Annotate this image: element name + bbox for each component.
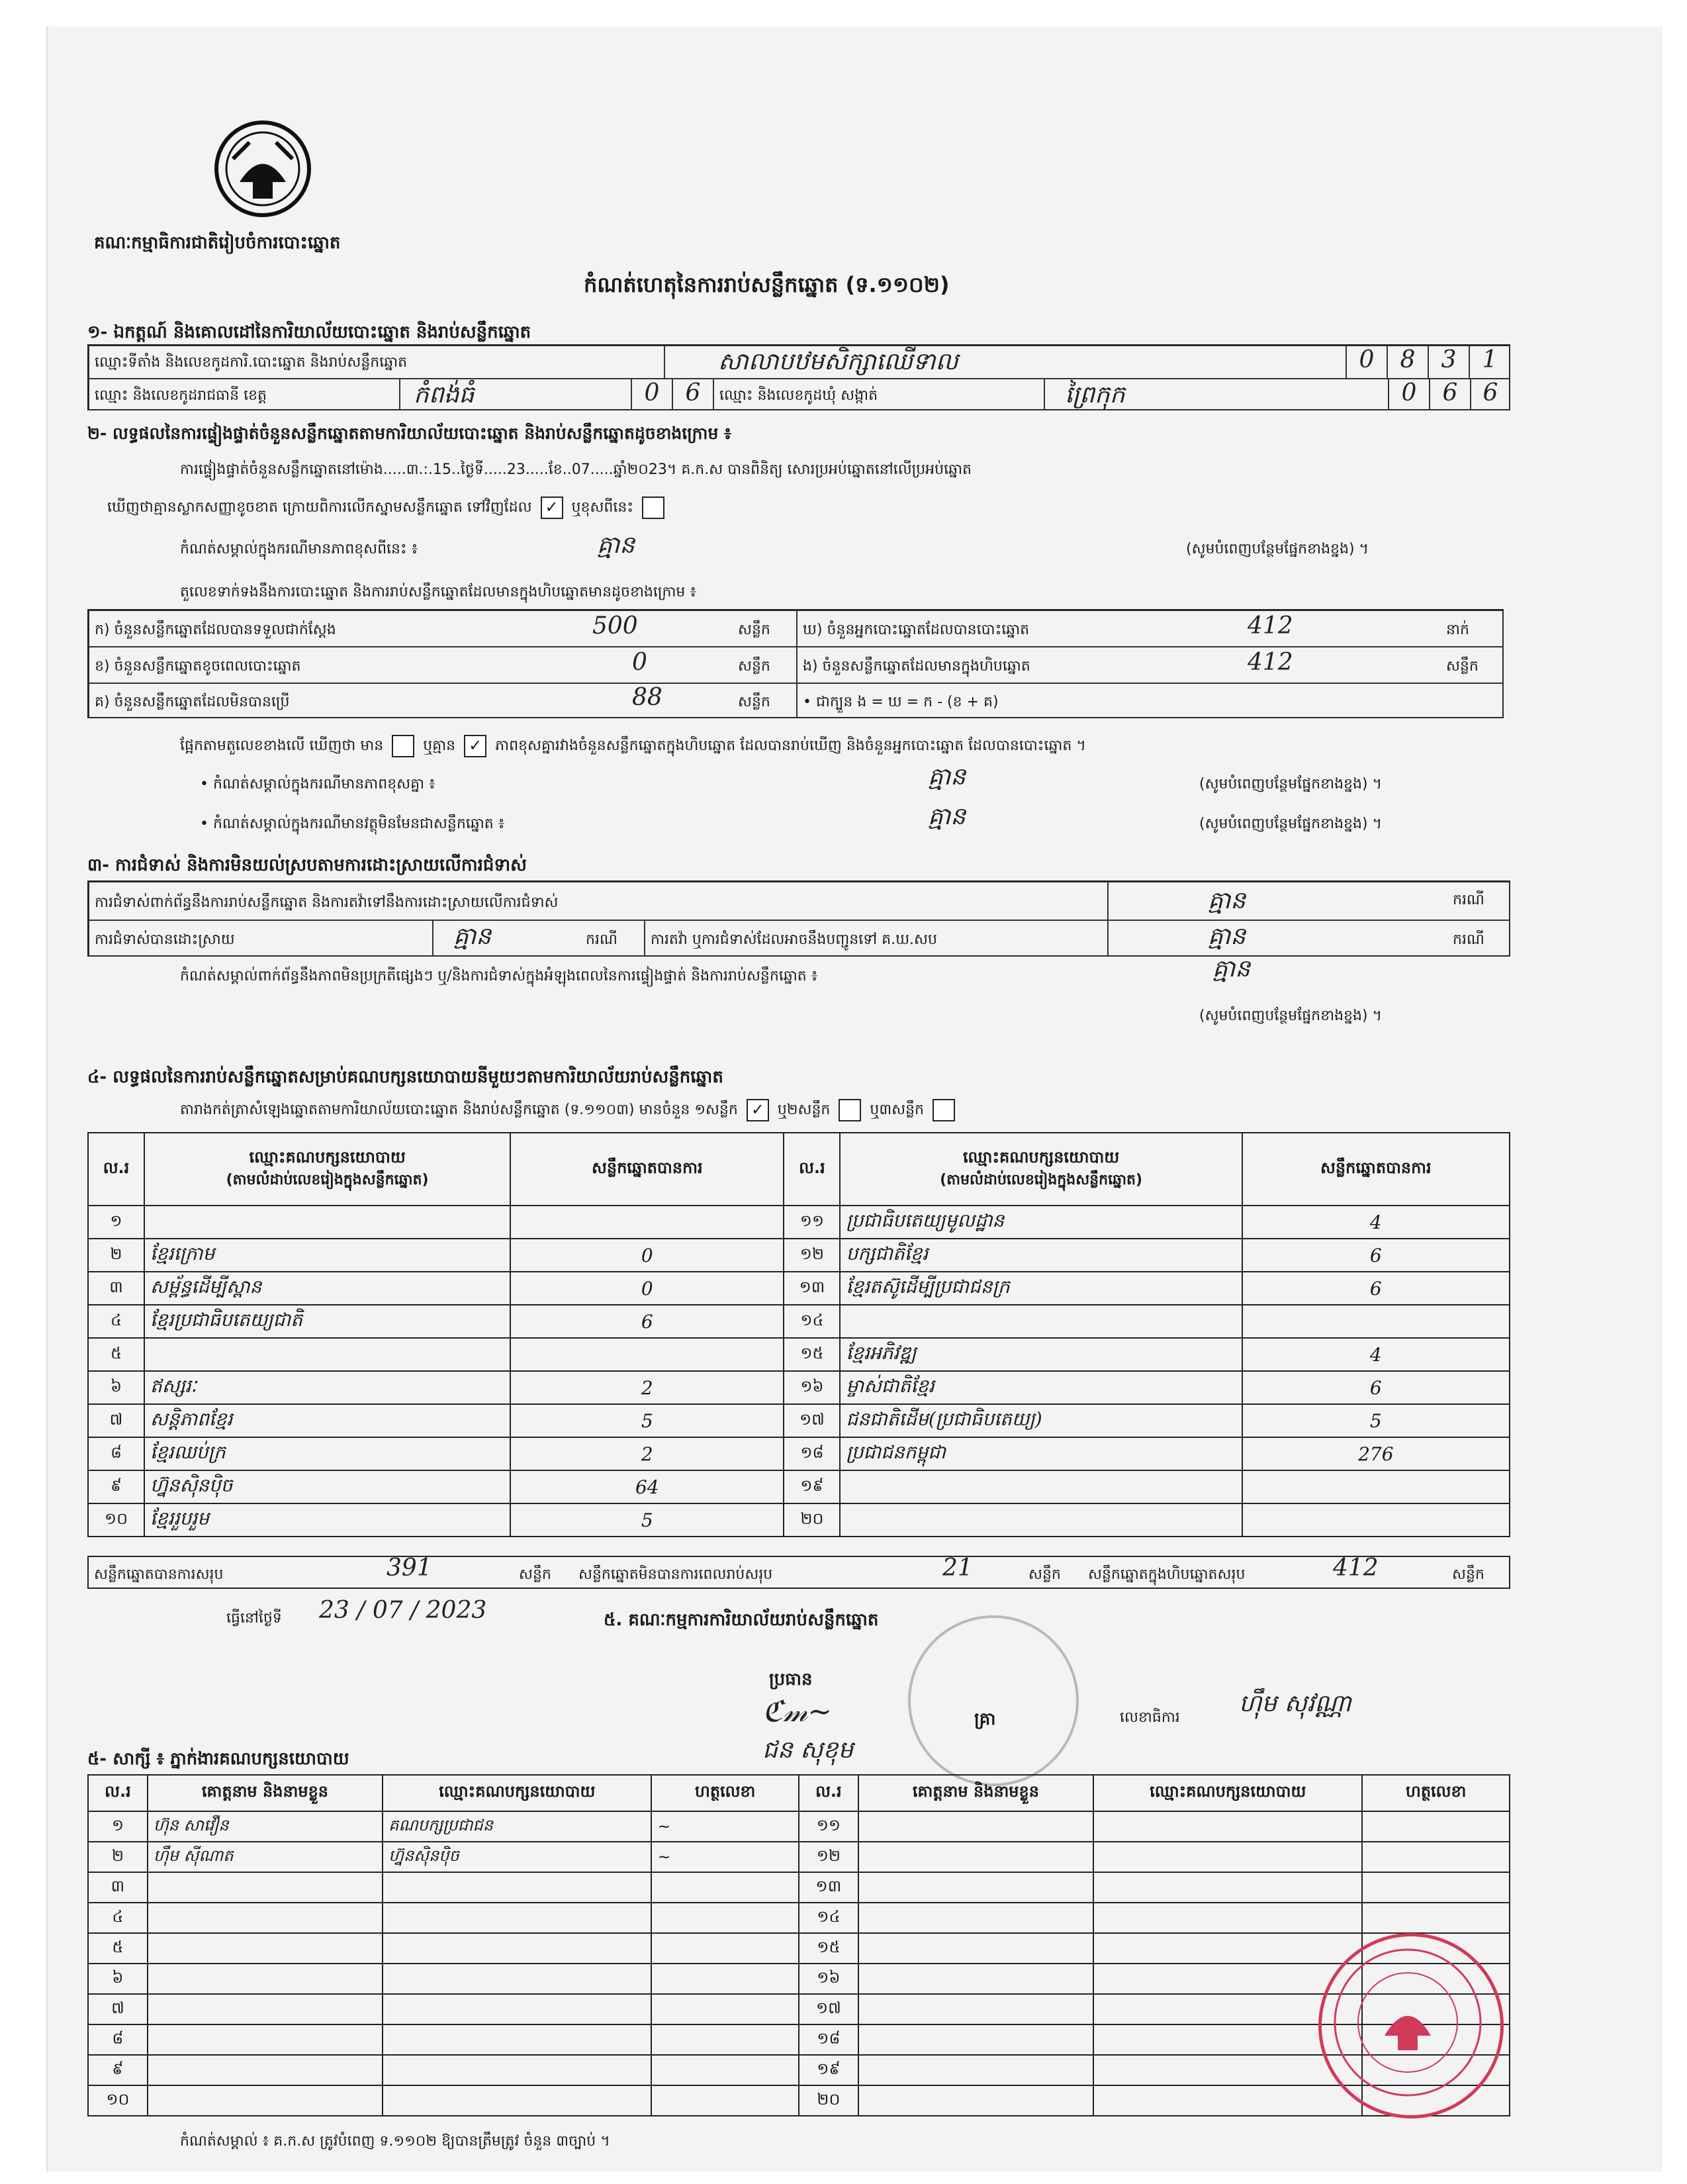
secretary-label: លេខាធិការ [1120,1709,1180,1726]
witness-name [148,2055,383,2085]
table-row [88,2085,1510,2116]
count-unit: សន្លឹក [738,658,770,675]
row-no: ១៥ [799,1933,858,1964]
witness-name [858,1842,1093,1872]
count-value-c: 88 [632,684,662,711]
party-votes [1242,1305,1510,1338]
checkbox-2-sheets[interactable] [839,1099,861,1121]
col-name: គោត្តនាម និងនាមខ្លួន [858,1775,1093,1811]
party-name: ម្ចាស់ជាតិខ្មែរ [840,1371,1242,1404]
section4-intro [180,1099,959,1121]
stamp-graphic [1322,1936,1494,2109]
party-votes: 6 [1242,1272,1510,1305]
site-code-digit: 1 [1482,346,1498,373]
section3-note-label: កំណត់សម្គាល់ពាក់ព័ន្ធនឹងភាពមិនប្រក្រតីផ្សេងៗ ឬ/និងការជំទាស់ក្នុងអំឡុងពេលនៃការផ្ទៀងផ្ទាត់ និងការរាប់សន្លឹកឆ្នោត ៖ [180,968,818,984]
row-no: ១២ [799,1842,858,1872]
row-no: ២ [88,1842,148,1872]
count-label-c: គ) ចំនួនសន្លឹកឆ្នោតដែលមិនបានប្រើ [95,694,290,710]
verification-para: ការផ្ទៀងផ្ទាត់ចំនួនសន្លឹកឆ្នោតនៅម៉ោង.....៣.:.15..ថ្ងៃទី.....23.....ខែ..07.....ឆ្នាំ២០23។ គ.ក.ស បានពិនិត្យ សោរប្រអប់ឆ្នោតនៅលើប្រអប់ឆ្នោត [180,461,972,478]
party-votes: 0 [510,1272,784,1305]
witness-name [858,1903,1093,1933]
fill-hint: (សូមបំពេញបន្ថែមផ្នែកខាងខ្នង) ។ [1186,541,1369,557]
witness-party [383,1872,651,1903]
witness-party [1093,1842,1362,1872]
witness-signature [651,1872,799,1903]
intro-opt2: ឬ២សន្លឹក [777,1102,831,1118]
row-no: ៨ [88,2024,148,2055]
count-unit: សន្លឹក [738,694,770,710]
witness-name [858,2024,1093,2055]
count-value-a: 500 [592,612,638,640]
party-votes [510,1206,784,1239]
col-party-subtitle: (តាមលំដាប់លេខរៀងក្នុងសន្លឹកឆ្នោត) [226,1171,429,1188]
witness-name [148,1903,383,1933]
total-valid-value: 391 [387,1554,432,1582]
party-name: ជនជាតិដើម(ប្រជាធិបតេយ្យ) [840,1404,1242,1437]
table-row [88,1371,1510,1404]
witness-party [1093,1811,1362,1842]
forwarded-value: គ្មាន [1208,923,1246,950]
col-votes: សន្លឹកឆ្នោតបានការ [1242,1133,1510,1206]
total-invalid-label: សន្លឹកឆ្នោតមិនបានការពេលរាប់សរុប [578,1566,773,1583]
site-label: ឈ្មោះទីតាំង និងលេខកូដការិ.បោះឆ្នោត និងរាប់សន្លឹកឆ្នោត [95,354,408,371]
row-no: ២០ [784,1503,840,1537]
party-votes: 5 [1242,1404,1510,1437]
note2-label: • កំណត់សម្គាល់ក្នុងករណីមានភាពខុសគ្នា ៖ [200,776,435,792]
witness-party [383,1964,651,1994]
witness-name: ហ៊ឹម ស៊ីណាត [148,1842,383,1872]
note1-label: កំណត់សម្គាល់ក្នុងករណីមានភាពខុសពីនេះ ៖ [180,541,418,557]
row-no: ១៤ [799,1903,858,1933]
row-no: ១៨ [799,2024,858,2055]
table-row [88,1437,1510,1470]
witness-name: ហ៊ុន សាវឿន [148,1811,383,1842]
party-votes: 0 [510,1239,784,1272]
party-votes: 4 [1242,1206,1510,1239]
witness-party [383,1933,651,1964]
committee-name: គណៈកម្មាធិការជាតិរៀបចំការបោះឆ្នោត [94,233,341,253]
party-votes: 5 [510,1404,784,1437]
party-name: ខ្មែរតស៊ូដើម្បីប្រជាជនក្រ [840,1272,1242,1305]
party-votes: 4 [1242,1338,1510,1371]
table-row [88,2024,1510,2055]
witness-name [148,2024,383,2055]
row-no: ១១ [784,1206,840,1239]
witness-name [148,1994,383,2024]
party-votes: 5 [510,1503,784,1537]
row-no: ១១ [799,1811,858,1842]
party-votes-table [87,1132,1510,1537]
row-no: ១ [88,1206,144,1239]
witness-name [148,1933,383,1964]
col-sign: ហត្ថលេខា [1362,1775,1510,1811]
count-value-e: 412 [1248,649,1293,676]
row-no: ៧ [88,1404,144,1437]
witness-signature [1362,1872,1510,1903]
witness-party [383,2024,651,2055]
chair-label: ប្រធាន [769,1670,813,1689]
count-label-a: ក) ចំនួនសន្លឹកឆ្នោតដែលបានទទួលជាក់ស្ដែង [95,622,336,638]
checkbox-other-label: ឬខុសពីនេះ [571,499,634,516]
witness-signature: ~ [651,1842,799,1872]
witness-party: ហ្វ៊ុនស៊ិនប៉ិច [383,1842,651,1872]
fill-hint: (សូមបំពេញបន្ថែមផ្នែកខាងខ្នង) ។ [1199,1008,1383,1024]
witness-party [383,1994,651,2024]
note3-label: • កំណត់សម្គាល់ក្នុងករណីមានវត្ថុមិនមែនជាសន្លឹកឆ្នោត ៖ [200,816,505,832]
document-page [46,26,1663,2171]
member-label: គ្រា [974,1709,996,1729]
party-votes [1242,1470,1510,1503]
province-value: កំពង់ធំ [414,381,475,408]
table-row [88,1933,1510,1964]
province-label: ឈ្មោះ និងលេខកូដរាជធានី ខេត្ត [95,387,267,404]
note3-value: គ្មាន [928,803,966,830]
table-row [88,1239,1510,1272]
table-row [88,1903,1510,1933]
row-no: ១២ [784,1239,840,1272]
witness-name [858,2055,1093,2085]
commune-code-digit: 6 [1482,379,1498,406]
row-no: ២ [88,1239,144,1272]
compare-text: ផ្អែកតាមតួលេខខាងលើ ឃើញថា មាន [180,737,384,754]
party-name: បក្សជាតិខ្មែរ [840,1239,1242,1272]
row-no: ៥ [88,1338,144,1371]
chair-name: ជន សុខុម [762,1736,854,1764]
party-name [840,1503,1242,1537]
table-row [88,1503,1510,1537]
counts-table [87,609,1504,718]
row-no: ១៩ [799,2055,858,2085]
row-no: ៩ [88,2055,148,2085]
section3-heading: ៣- ការជំទាស់ និងការមិនយល់ស្របតាមការដោះស្រាយលើការជំទាស់ [87,855,527,875]
witness-party [383,2055,651,2085]
section1-box [87,344,1510,410]
emblem-logo [213,119,312,218]
row-no: ៧ [88,1994,148,2024]
witness-party [1093,1872,1362,1903]
total-box-value: 412 [1333,1554,1379,1582]
row-no: ៤ [88,1305,144,1338]
row-no: ១៧ [799,1994,858,2024]
party-name [144,1206,510,1239]
row-no: ១៧ [784,1404,840,1437]
witness-signature [651,1903,799,1933]
count-value-b: 0 [632,649,647,676]
table-row [88,1305,1510,1338]
witness-name [148,1872,383,1903]
col-party: ឈ្មោះគណបក្សនយោបាយ [383,1775,651,1811]
col-sign: ហត្ថលេខា [651,1775,799,1811]
intro-opt3: ឬ៣សន្លឹក [870,1102,925,1118]
party-name: ហ្វ៊ុនស៊ិនប៉ិច [144,1470,510,1503]
row-no: ៥ [88,1933,148,1964]
province-code-digit: 0 [644,379,660,406]
date-label: ធ្វើនៅថ្ងៃទី [226,1610,282,1627]
party-name [840,1305,1242,1338]
count-label-e: ង) ចំនួនសន្លឹកឆ្នោតដែលមានក្នុងហិបឆ្នោត [803,658,1030,675]
row-no: ៨ [88,1437,144,1470]
verification-para-2 [107,497,668,519]
row-no: ១៦ [784,1371,840,1404]
col-party-title: ឈ្មោះគណបក្សនយោបាយ [962,1147,1120,1166]
total-box-label: សន្លឹកឆ្នោតក្នុងហិបឆ្នោតសរុប [1088,1566,1246,1583]
official-stamp [1318,1933,1504,2118]
col-party [840,1133,1242,1206]
total-valid-label: សន្លឹកឆ្នោតបានការសរុប [94,1566,224,1583]
count-label-b: ខ) ចំនួនសន្លឹកឆ្នោតខូចពេលបោះឆ្នោត [95,658,301,675]
table-row [88,1811,1510,1842]
witness-signature [651,1933,799,1964]
forwarded-label: ការតវ៉ា ឬការជំទាស់ដែលអាចនឹងបញ្ជូនទៅ គ.ឃ.សប [651,931,937,948]
province-code-digit: 6 [685,379,701,406]
col-no: ល.រ [88,1775,148,1811]
row-no: ១ [88,1811,148,1842]
witness-party [383,2085,651,2116]
compare-text-2: ឬគ្មាន [423,737,456,754]
formula: • ជាក្បួន ង = ឃ = ក - (ខ + គ) [803,694,999,710]
party-name: ខ្មែរឈប់ក្រ [144,1437,510,1470]
commune-code-digit: 6 [1442,379,1458,406]
col-votes: សន្លឹកឆ្នោតបានការ [510,1133,784,1206]
count-unit: សន្លឹក [738,622,770,638]
row-no: ១៩ [784,1470,840,1503]
section5-heading: ៥- សាក្សី ៖ ភ្នាក់ងារគណបក្សនយោបាយ [87,1749,349,1769]
witness-signature [651,1994,799,2024]
col-party [144,1133,510,1206]
note1-value: គ្មាន [597,532,635,559]
resolved-value: គ្មាន [453,923,492,950]
checkbox-1-sheet[interactable]: ✓ [747,1099,769,1121]
witness-name [858,2085,1093,2116]
verification-text: ឃើញថាគ្មានស្លាកសញ្ញាខូចខាត ក្រោយពិការលើកស្នាមសន្លឹកឆ្នោត ទៅវិញដែល [107,499,532,516]
col-party-subtitle: (តាមលំដាប់លេខរៀងក្នុងសន្លឹកឆ្នោត) [940,1171,1143,1188]
party-votes: 2 [510,1437,784,1470]
witness-party [383,1903,651,1933]
table-row [88,1994,1510,2024]
witness-name [858,1811,1093,1842]
witness-signature [651,2055,799,2085]
row-no: ៣ [88,1872,148,1903]
row-no: ៦ [88,1371,144,1404]
witness-signature [1362,1811,1510,1842]
site-code-digit: 3 [1441,346,1457,373]
section2-subheading: តួលេខទាក់ទងនឹងការបោះឆ្នោត និងការរាប់សន្លឹកឆ្នោតដែលមានក្នុងហិបឆ្នោតមានដូចខាងក្រោម ៖ [180,584,697,600]
col-party-title: ឈ្មោះគណបក្សនយោបាយ [249,1147,406,1166]
party-votes: 64 [510,1470,784,1503]
checkbox-yes[interactable]: ✓ [541,497,563,519]
witness-name [858,1933,1093,1964]
col-name: គោត្តនាម និងនាមខ្លួន [148,1775,383,1811]
table-row [88,1872,1510,1903]
party-name: សម្ព័ន្ធដើម្បីស្ពាន [144,1272,510,1305]
witness-name [148,2085,383,2116]
count-label-d: ឃ) ចំនួនអ្នកបោះឆ្នោតដែលបានបោះឆ្នោត [803,622,1030,638]
row-no: ១០ [88,1503,144,1537]
total-unit: សន្លឹក [1028,1566,1061,1583]
row-no: ៩ [88,1470,144,1503]
row-no: ១០ [88,2085,148,2116]
table-row [88,1338,1510,1371]
party-name: សន្តិភាពខ្មែរ [144,1404,510,1437]
party-votes: 6 [1242,1239,1510,1272]
section1-heading: ១- ឯកត្តណ៍ និងគោលដៅនៃការិយាល័យបោះឆ្នោត និងរាប់សន្លឹកឆ្នោត [87,322,531,342]
col-party: ឈ្មោះគណបក្សនយោបាយ [1093,1775,1362,1811]
witness-name [858,1994,1093,2024]
witness-name [858,1964,1093,1994]
table-row [88,1470,1510,1503]
total-unit: សន្លឹក [519,1566,551,1583]
row-no: ២០ [799,2085,858,2116]
commune-label: ឈ្មោះ និងលេខកូដឃុំ សង្កាត់ [719,387,878,404]
count-value-d: 412 [1248,612,1293,640]
party-votes [1242,1503,1510,1537]
compare-line [180,735,1086,757]
row-no: ១៥ [784,1338,840,1371]
chair-signature: ℭ𝓂~ [762,1695,833,1729]
section4-heading: ៤- លទ្ធផលនៃការរាប់សន្លឹកឆ្នោតសម្រាប់គណបក្សនយោបាយនីមួយៗតាមការិយាល័យរាប់សន្លឹកឆ្នោត [87,1067,723,1087]
complaint-unit: ករណី [586,931,617,948]
totals-row [87,1556,1510,1589]
checkbox-no-diff[interactable]: ✓ [464,735,486,757]
checkbox-3-sheets[interactable] [933,1099,955,1121]
site-code-digit: 8 [1400,346,1416,373]
party-votes: 276 [1242,1437,1510,1470]
witness-name [148,1964,383,1994]
complaint-unit: ករណី [1453,931,1484,948]
witness-table [87,1774,1510,2116]
row-no: ៤ [88,1903,148,1933]
party-votes: 2 [510,1371,784,1404]
witness-signature: ~ [651,1811,799,1842]
party-name [144,1338,510,1371]
section3-note-value: គ្មាន [1212,955,1251,982]
party-votes [510,1338,784,1371]
count-unit: នាក់ [1446,622,1469,638]
checkbox-has-diff[interactable] [392,735,414,757]
secretary-sign: ហ៊ឹម សុវណ្ណា [1239,1690,1351,1717]
complaint-unit: ករណី [1453,892,1484,908]
witness-signature [651,2024,799,2055]
intro-text: តារាងកត់ត្រាសំឡេងឆ្នោតតាមការិយាល័យបោះឆ្នោត និងរាប់សន្លឹកឆ្នោត (ទ.១១០៣) មានចំនួន ១សន្លឹក [180,1102,738,1118]
date-value: 23 / 07 / 2023 [319,1597,487,1624]
commune-code-digit: 0 [1401,379,1417,406]
party-name: ខ្មែរប្រជាធិបតេយ្យជាតិ [144,1305,510,1338]
witness-signature [651,2085,799,2116]
witness-signature [1362,1842,1510,1872]
party-name: ខ្មែររួបរួម [144,1503,510,1537]
col-no: ល.រ [88,1133,144,1206]
row-no: ៦ [88,1964,148,1994]
party-name: ឥស្សរៈ [144,1371,510,1404]
complaint-row1-label: ការជំទាស់ពាក់ព័ន្ធនឹងការរាប់សន្លឹកឆ្នោត និងការតវ៉ាទៅនឹងការដោះស្រាយលើការជំទាស់ [95,894,559,911]
count-unit: សន្លឹក [1446,658,1479,675]
table-row [88,1206,1510,1239]
table-row [88,2055,1510,2085]
party-name [840,1470,1242,1503]
complaint-row1-value: គ្មាន [1208,887,1246,914]
table-row [88,1842,1510,1872]
faint-stamp [908,1615,1079,1786]
party-name: ប្រជាជនកម្ពុជា [840,1437,1242,1470]
witness-party: គណបក្សប្រជាជន [383,1811,651,1842]
col-no: ល.រ [799,1775,858,1811]
note2-value: គ្មាន [928,763,966,790]
table-row [88,1964,1510,1994]
commune-value: ព្រៃកុក [1065,381,1125,408]
row-no: ១៣ [799,1872,858,1903]
complaints-table [87,880,1510,957]
compare-text-3: ភាពខុសគ្នារវាងចំនួនសន្លឹកឆ្នោតក្នុងហិបឆ្នោត ដែលបានរាប់ឃើញ និងចំនួនអ្នកបោះឆ្នោត ដែលបានបោះឆ្នោត ។ [495,737,1086,754]
col-no: ល.រ [784,1133,840,1206]
party-name: ប្រជាធិបតេយ្យមូលដ្ឋាន [840,1206,1242,1239]
row-no: ១៨ [784,1437,840,1470]
table-row [88,1404,1510,1437]
witness-name [858,1872,1093,1903]
fill-hint: (សូមបំពេញបន្ថែមផ្នែកខាងខ្នង) ។ [1199,776,1383,792]
row-no: ៣ [88,1272,144,1305]
section2-heading: ២- លទ្ធផលនៃការផ្ទៀងផ្ទាត់ចំនួនសន្លឹកឆ្នោតតាមការិយាល័យបោះឆ្នោត និងរាប់សន្លឹកឆ្នោតដូចខាងក្រោម ៖ [87,424,732,443]
witness-signature [651,1964,799,1994]
table-row [88,1272,1510,1305]
committee-label: ៥. គណៈកម្មការការិយាល័យរាប់សន្លឹកឆ្នោត [604,1610,879,1630]
total-invalid-value: 21 [942,1554,973,1582]
fill-hint: (សូមបំពេញបន្ថែមផ្នែកខាងខ្នង) ។ [1199,816,1383,832]
witness-party [1093,1903,1362,1933]
form-title: កំណត់ហេតុនៃការរាប់សន្លឹកឆ្នោត (ទ.១១០២) [584,272,950,297]
party-name: ខ្មែរក្រោម [144,1239,510,1272]
resolved-label: ការជំទាស់បានដោះស្រាយ [95,931,235,948]
row-no: ១៤ [784,1305,840,1338]
footer-note: កំណត់សម្គាល់ ៖ គ.ក.ស ត្រូវបំពេញ ទ.១១០២ ឱ្យបានត្រឹមត្រូវ ចំនួន ៣ច្បាប់ ។ [180,2133,610,2150]
row-no: ១៣ [784,1272,840,1305]
party-votes: 6 [510,1305,784,1338]
checkbox-other[interactable] [642,497,664,519]
party-name: ខ្មែរអភិវឌ្ឍ [840,1338,1242,1371]
site-code-digit: 0 [1359,346,1375,373]
party-votes: 6 [1242,1371,1510,1404]
row-no: ១៦ [799,1964,858,1994]
witness-signature [1362,1903,1510,1933]
total-unit: សន្លឹក [1452,1566,1484,1583]
site-value: សាលាបឋមសិក្សាឈើទាល [718,348,958,375]
